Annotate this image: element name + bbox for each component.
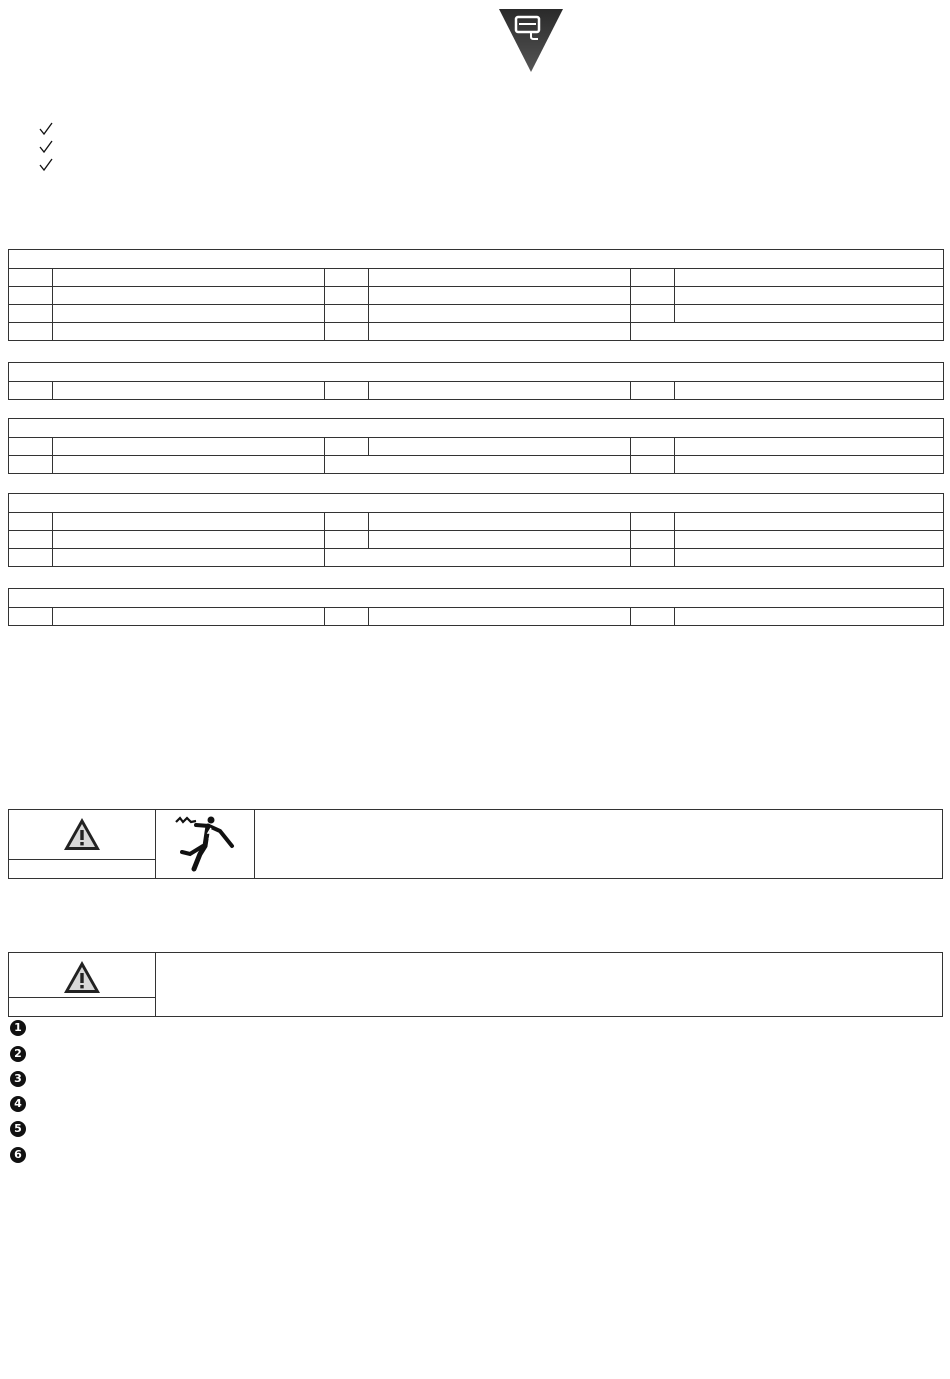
table-cell: [325, 456, 631, 474]
table-cell: [675, 549, 944, 567]
table-cell: [369, 269, 631, 287]
table-cell: [9, 382, 53, 400]
warning-icon-cell: [9, 810, 156, 878]
table-cell: [369, 382, 631, 400]
table-cell: [369, 438, 631, 456]
table-title: [9, 419, 944, 438]
table-cell: [631, 382, 675, 400]
table-cell: [325, 513, 369, 531]
table-row: [9, 531, 944, 549]
step-number-icon: 3: [10, 1071, 26, 1087]
table-cell: [675, 438, 944, 456]
table-row: [9, 513, 944, 531]
table-cell: [53, 382, 325, 400]
table-row: [9, 549, 944, 567]
table-title: [9, 363, 944, 382]
table-cell: [9, 608, 53, 626]
table-cell: [53, 608, 325, 626]
spec-table: [8, 362, 944, 400]
electric-shock-icon: [174, 816, 236, 872]
warning-triangle-icon: [62, 959, 102, 995]
table-title: [9, 250, 944, 269]
spec-table: [8, 249, 944, 341]
table-row: [9, 382, 944, 400]
table-cell: [53, 305, 325, 323]
spec-table: [8, 493, 944, 567]
table-cell: [53, 287, 325, 305]
table-cell: [9, 549, 53, 567]
table-cell: [675, 287, 944, 305]
table-cell: [369, 305, 631, 323]
table-cell: [369, 287, 631, 305]
electric-shock-warning: [8, 809, 943, 879]
table-cell: [325, 608, 369, 626]
table-cell: [631, 549, 675, 567]
table-cell: [53, 531, 325, 549]
spec-table: [8, 588, 944, 626]
table-row: [9, 608, 944, 626]
table-cell: [631, 513, 675, 531]
shock-pictogram-cell: [156, 810, 255, 878]
table-cell: [325, 305, 369, 323]
checkmark-icon: [38, 121, 54, 137]
table-cell: [325, 323, 369, 341]
table-title: [9, 589, 944, 608]
table-cell: [325, 531, 369, 549]
table-cell: [631, 323, 944, 341]
table-cell: [369, 531, 631, 549]
table-cell: [631, 305, 675, 323]
table-row: [9, 456, 944, 474]
table-cell: [631, 456, 675, 474]
table-cell: [631, 438, 675, 456]
table-cell: [9, 323, 53, 341]
caution-warning: [8, 952, 943, 1017]
table-cell: [675, 513, 944, 531]
spec-table: [8, 418, 944, 474]
table-cell: [53, 323, 325, 341]
checkmark-icon: [38, 157, 54, 173]
table-cell: [631, 287, 675, 305]
table-cell: [9, 513, 53, 531]
warning-label: [9, 997, 155, 1016]
table-cell: [325, 269, 369, 287]
table-cell: [53, 513, 325, 531]
table-row: [9, 323, 944, 341]
table-cell: [369, 323, 631, 341]
warning-triangle-icon: [62, 816, 102, 852]
table-cell: [675, 608, 944, 626]
table-cell: [675, 269, 944, 287]
table-cell: [53, 456, 325, 474]
table-cell: [631, 269, 675, 287]
table-cell: [53, 549, 325, 567]
table-cell: [369, 513, 631, 531]
table-cell: [53, 438, 325, 456]
step-number-icon: 6: [10, 1147, 26, 1163]
warning-label: [9, 859, 155, 878]
table-cell: [675, 382, 944, 400]
table-cell: [9, 287, 53, 305]
table-cell: [631, 608, 675, 626]
step-number-icon: 5: [10, 1121, 26, 1137]
step-number-icon: 2: [10, 1046, 26, 1062]
checkmark-icon: [38, 139, 54, 155]
table-cell: [9, 438, 53, 456]
table-cell: [9, 305, 53, 323]
table-title: [9, 494, 944, 513]
table-row: [9, 438, 944, 456]
table-cell: [9, 456, 53, 474]
table-cell: [325, 287, 369, 305]
table-cell: [675, 531, 944, 549]
table-cell: [369, 608, 631, 626]
table-cell: [325, 438, 369, 456]
table-cell: [53, 269, 325, 287]
table-row: [9, 305, 944, 323]
table-cell: [9, 531, 53, 549]
step-number-icon: 1: [10, 1020, 26, 1036]
table-cell: [675, 456, 944, 474]
table-cell: [675, 305, 944, 323]
table-row: [9, 269, 944, 287]
table-cell: [631, 531, 675, 549]
step-number-icon: 4: [10, 1096, 26, 1112]
manual-page-icon: [497, 6, 565, 74]
warning-icon-cell: [9, 953, 156, 1016]
table-cell: [325, 549, 631, 567]
table-cell: [325, 382, 369, 400]
table-cell: [9, 269, 53, 287]
table-row: [9, 287, 944, 305]
